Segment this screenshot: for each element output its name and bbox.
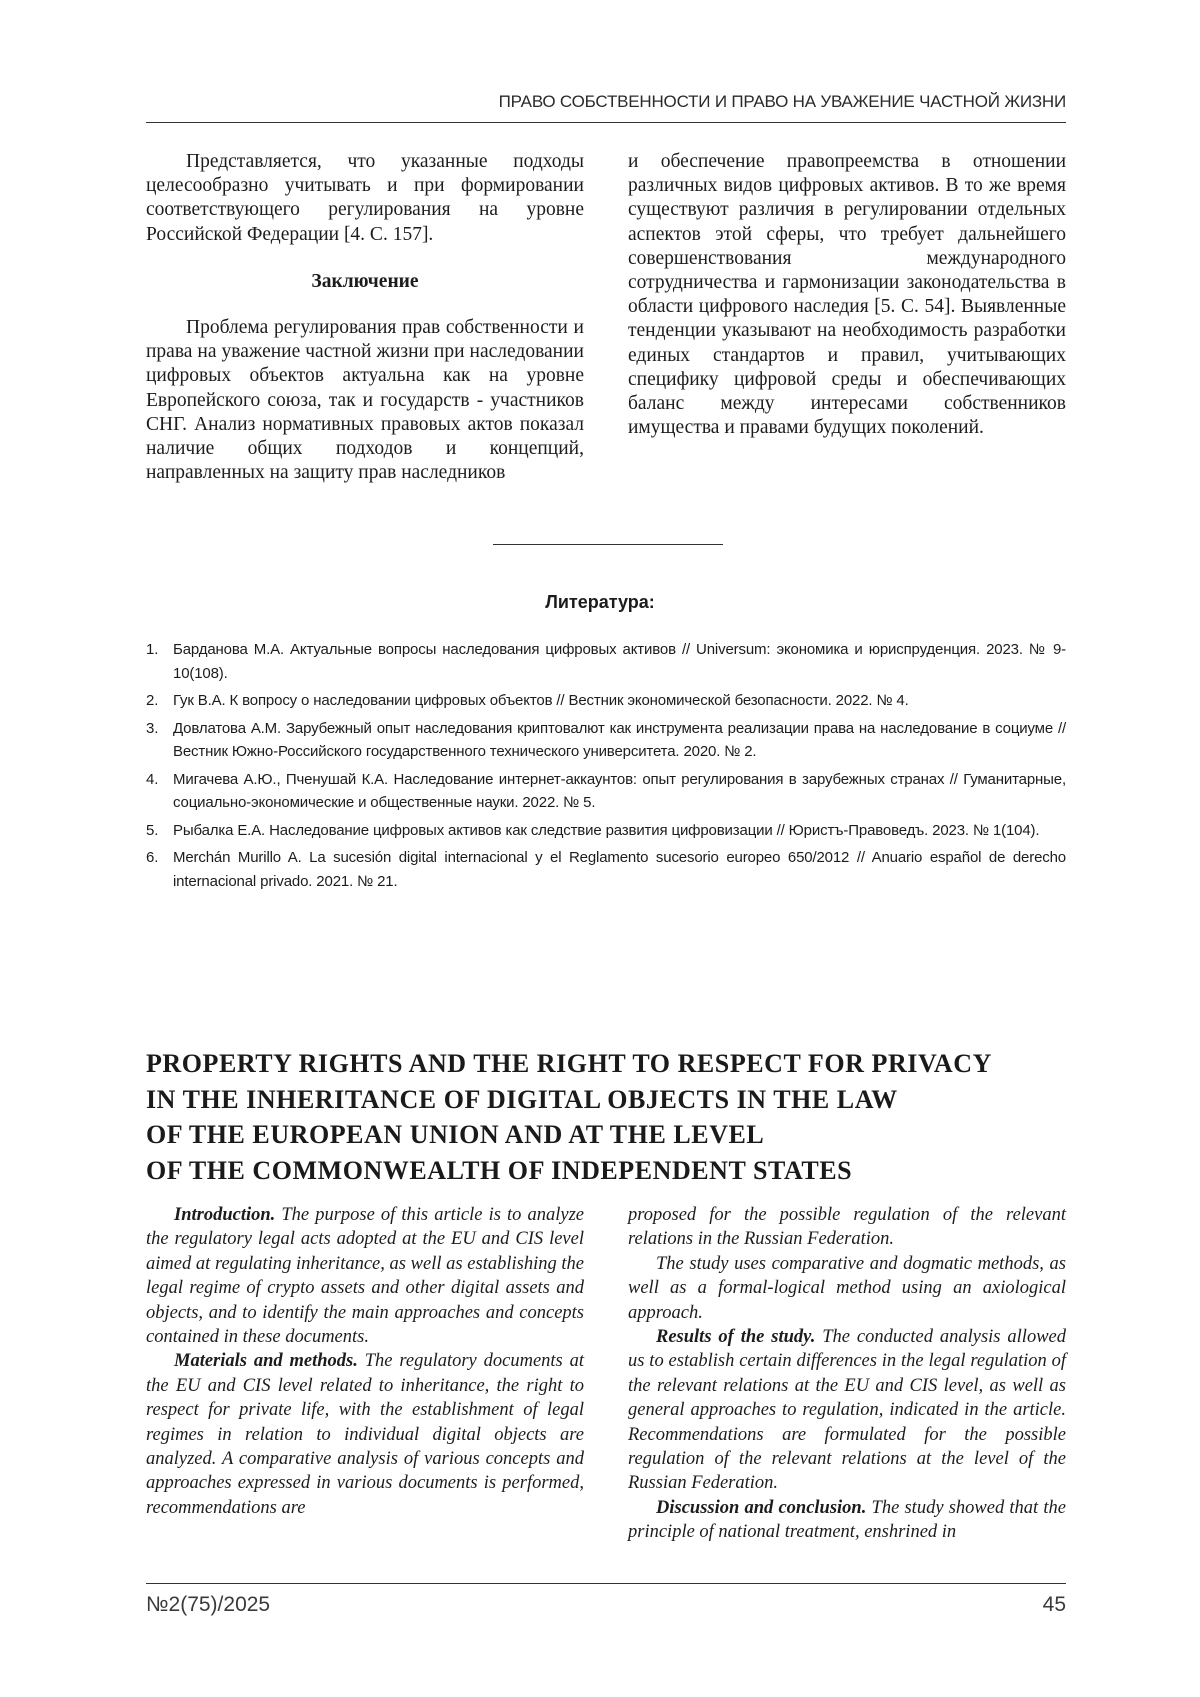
reference-item <box>146 819 1066 843</box>
running-header: ПРАВО СОБСТВЕННОСТИ И ПРАВО НА УВАЖЕНИЕ ЧАСТНОЙ ЖИЗНИ <box>498 92 1066 111</box>
ru-left-column <box>146 150 584 485</box>
results-text: The conducted analysis allowed us to establish certain differences in the legal regulation of the relevant relations at the EU and CIS level, as well as general approaches to regulation, indicated in the article. Recommendations are formulated for the possible regulation of the relevant relations at the level of the Russian Federation. <box>628 1327 1066 1494</box>
reference-text: Довлатова А.М. Зарубежный опыт наследования криптовалют как инструмента реализации права на наследование в социуме // Вестник Южно-Российского государственного технического университета. 2020. № 2. <box>173 719 1066 760</box>
discussion-text: The study showed that the principle of national treatment, enshrined in <box>628 1497 1066 1543</box>
conclusion-heading: Заключение <box>311 270 419 292</box>
materials-text: The regulatory documents at the EU and CIS level related to inheritance, the right to respect for private life, with the establishment of legal regimes in relation to individual digital objects are analyzed. A comparative analysis of various concepts and approaches expressed in various documents is performed, recommendations are <box>146 1351 584 1518</box>
reference-number: 3. <box>146 719 159 737</box>
footer-rule <box>146 1583 1066 1584</box>
en-left-column <box>146 1203 584 1545</box>
reference-item <box>146 689 1066 713</box>
introduction-paragraph <box>146 1203 584 1349</box>
english-article-title <box>146 1046 1076 1188</box>
title-line: OF THE EUROPEAN UNION AND AT THE LEVEL <box>146 1120 765 1149</box>
en-right-column <box>628 1203 1066 1545</box>
materials-paragraph <box>146 1349 584 1520</box>
reference-text: Мигачева А.Ю., Пченушай К.А. Наследование интернет-аккаунтов: опыт регулирования в зарубежных странах // Гуманитарные, социально-экономические и общественные науки. 2022. № 5. <box>173 770 1066 811</box>
reference-item <box>146 846 1066 893</box>
materials-label: Materials and methods. <box>174 1351 358 1372</box>
reference-item <box>146 638 1066 685</box>
reference-number: 2. <box>146 692 159 709</box>
introduction-label: Introduction. <box>174 1205 276 1225</box>
reference-item <box>146 717 1066 764</box>
issue-number: №2(75)/2025 <box>146 1593 271 1616</box>
reference-text: Merchán Murillo A. La sucesión digital internacional y el Reglamento sucesorio europeo 650/2012 // Anuario español de derecho internacional privado. 2021. № 21. <box>173 849 1066 890</box>
reference-number: 5. <box>146 821 159 839</box>
ru-right-column <box>628 150 1066 485</box>
reference-list <box>146 638 1066 897</box>
reference-number: 4. <box>146 770 159 788</box>
english-abstract-columns <box>146 1203 1066 1545</box>
page-number: 45 <box>1042 1593 1066 1616</box>
ru-paragraph: Представляется, что указанные подходы целесообразно учитывать и при формировании соответствующего регулирования на уровне Российской Федерации [4. С. 157]. <box>146 151 584 245</box>
title-line: IN THE INHERITANCE OF DIGITAL OBJECTS IN THE LAW <box>146 1084 898 1114</box>
reference-number: 1. <box>146 641 159 658</box>
literature-title: Литература: <box>545 592 655 612</box>
reference-number: 6. <box>146 849 159 866</box>
ru-paragraph: Проблема регулирования прав собственности и права на уважение частной жизни при наследовании цифровых объектов актуальна как на уровне Европейского союза, так и государств - участников СНГ. Анализ нормативных правовых актов показал наличие общих подходов и концепций, направленных на защиту прав наследников <box>146 317 584 484</box>
introduction-text: The purpose of this article is to analyze the regulatory legal acts adopted at the EU and CIS level aimed at regulating inheritance, as well as establishing the legal regime of crypto assets and other digital assets and objects, and to identify the main approaches and concepts contained in these documents. <box>146 1205 584 1348</box>
ru-paragraph: и обеспечение правопреемства в отношении различных видов цифровых активов. В то же время существуют различия в регулировании отдельных аспектов этой сферы, что требует дальнейшего совершенствования международного сотрудничества и гармонизации законодательства в области цифрового наследия [5. С. 54]. Выявленные тенденции указывают на необходимость разработки единых стандартов и правил, учитывающих специфику цифровой среды и обеспечивающих баланс между интересами собственников имущества и правами будущих поколений. <box>628 151 1066 439</box>
continued-paragraph: proposed for the possible regulation of the relevant relations in the Russian Federation. <box>628 1205 1066 1250</box>
discussion-label: Discussion and conclusion. <box>656 1497 867 1518</box>
russian-text-columns <box>146 150 1066 485</box>
title-line: PROPERTY RIGHTS AND THE RIGHT TO RESPECT FOR PRIVACY <box>146 1049 992 1078</box>
title-line: OF THE COMMONWEALTH OF INDEPENDENT STATES <box>146 1155 853 1185</box>
reference-item <box>146 768 1066 815</box>
methods-paragraph: The study uses comparative and dogmatic methods, as well as a formal-logical method using an axiological approach. <box>628 1253 1066 1323</box>
results-label: Results of the study. <box>656 1327 816 1348</box>
reference-text: Барданова М.А. Актуальные вопросы наследования цифровых активов // Universum: экономика и юриспруденция. 2023. № 9-10(108). <box>173 641 1066 682</box>
discussion-paragraph <box>628 1496 1066 1545</box>
header-rule <box>146 122 1066 123</box>
section-divider <box>493 544 723 545</box>
results-paragraph <box>628 1325 1066 1496</box>
reference-text: Гук В.А. К вопросу о наследовании цифровых объектов // Вестник экономической безопасности. 2022. № 4. <box>173 692 909 709</box>
reference-text: Рыбалка Е.А. Наследование цифровых активов как следствие развития цифровизации // Юристъ-Правоведъ. 2023. № 1(104). <box>173 821 1040 839</box>
